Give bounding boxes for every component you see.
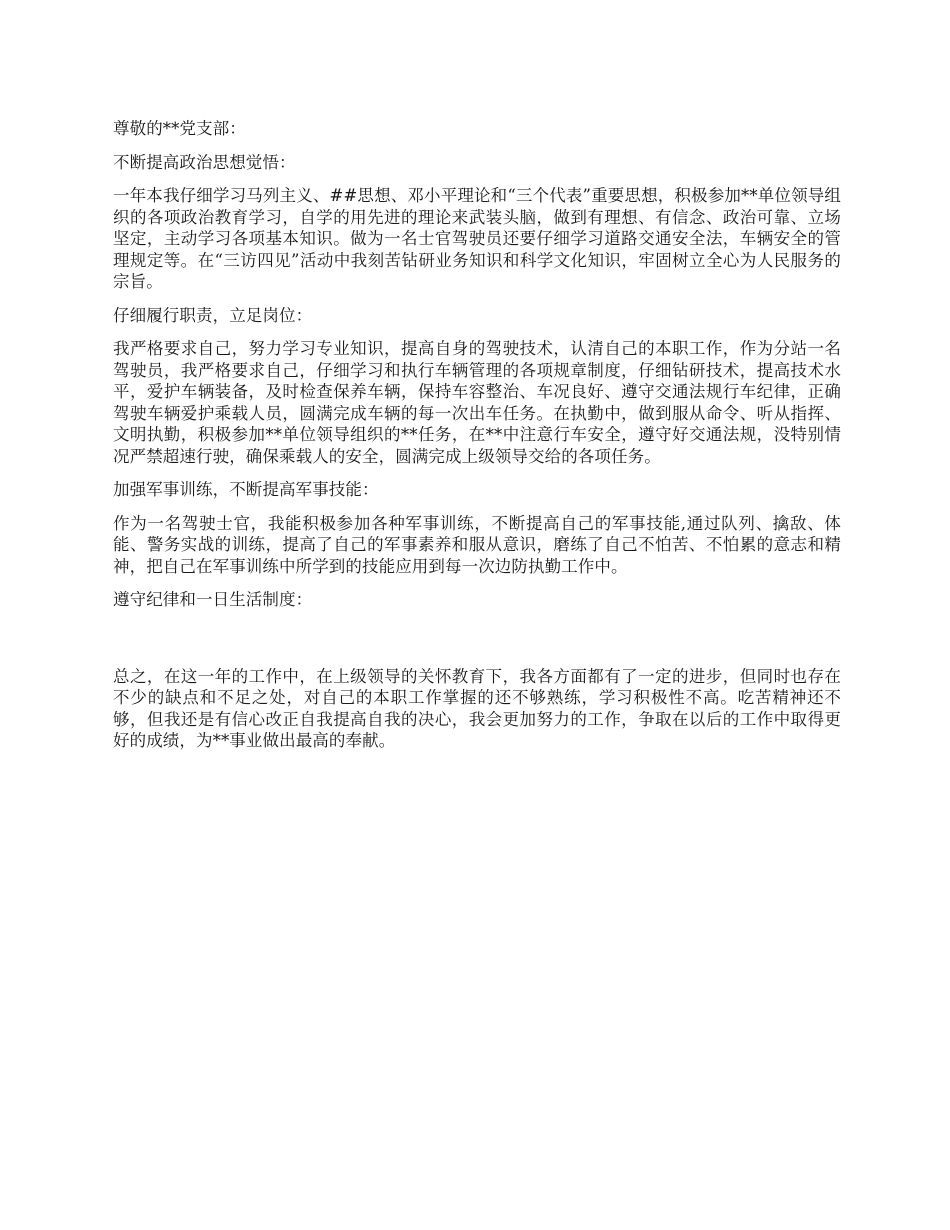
section-heading-discipline: 遵守纪律和一日生活制度：: [113, 590, 313, 609]
salutation: 尊敬的**党支部：: [113, 119, 246, 138]
section-body-discipline-empty: [113, 623, 841, 666]
conclusion-paragraph: 总之，在这一年的工作中，在上级领导的关怀教育下，我各方面都有了一定的进步，但同时也存在不少的缺点和不足之处，对自己的本职工作掌握的还不够熟练，学习积极性不高。吃苦精神还不够，但我还是有信心改正自我提高自我的决心，我会更加努力的工作，争取在以后的工作中取得更好的成绩，为**事业做出最高的奉献。: [113, 666, 841, 750]
section-heading-duties: 仔细履行职责，立足岗位：: [113, 305, 313, 325]
section-heading-military-training: 加强军事训练，不断提高军事技能：: [113, 480, 379, 499]
section-heading-political: 不断提高政治思想觉悟：: [113, 152, 296, 172]
document-page: [113, 118, 841, 764]
section-body-duties: 我严格要求自己，努力学习专业知识，提高自身的驾驶技术，认清自己的本职工作，作为分站一名驾驶员，我严格要求自己，仔细学习和执行车辆管理的各项规章制度，仔细钻研技术，提高技术水平，爱护车辆装备，及时检查保养车辆，保持车容整治、车况良好、遵守交通法规行车纪律，正确驾驶车辆爱护乘载人员，圆满完成车辆的每一次出车任务。在执勤中，做到服从命令、听从指挥、文明执勤，积极参加**单位领导组织的**任务，在**中注意行车安全，遵守好交通法规，没特别情况严禁超速行驶，确保乘载人的安全，圆满完成上级领导交给的各项任务。: [113, 339, 841, 466]
section-body-military-training: 作为一名驾驶士官，我能积极参加各种军事训练，不断提高自己的军事技能,通过队列、擒敌、体能、警务实战的训练，提高了自己的军事素养和服从意识，磨练了自己不怕苦、不怕累的意志和精神，把自己在军事训练中所学到的技能应用到每一次边防执勤工作中。: [113, 513, 841, 576]
section-body-political: 一年本我仔细学习马列主义、##思想、邓小平理论和“三个代表”重要思想，积极参加**单位领导组织的各项政治教育学习，自学的用先进的理论来武装头脑，做到有理想、有信念、政治可靠、立场坚定，主动学习各项基本知识。做为一名士官驾驶员还要仔细学习道路交通安全法，车辆安全的管理规定等。在“三访四见”活动中我刻苦钻研业务知识和科学文化知识，牢固树立全心为人民服务的宗旨。: [113, 186, 841, 291]
